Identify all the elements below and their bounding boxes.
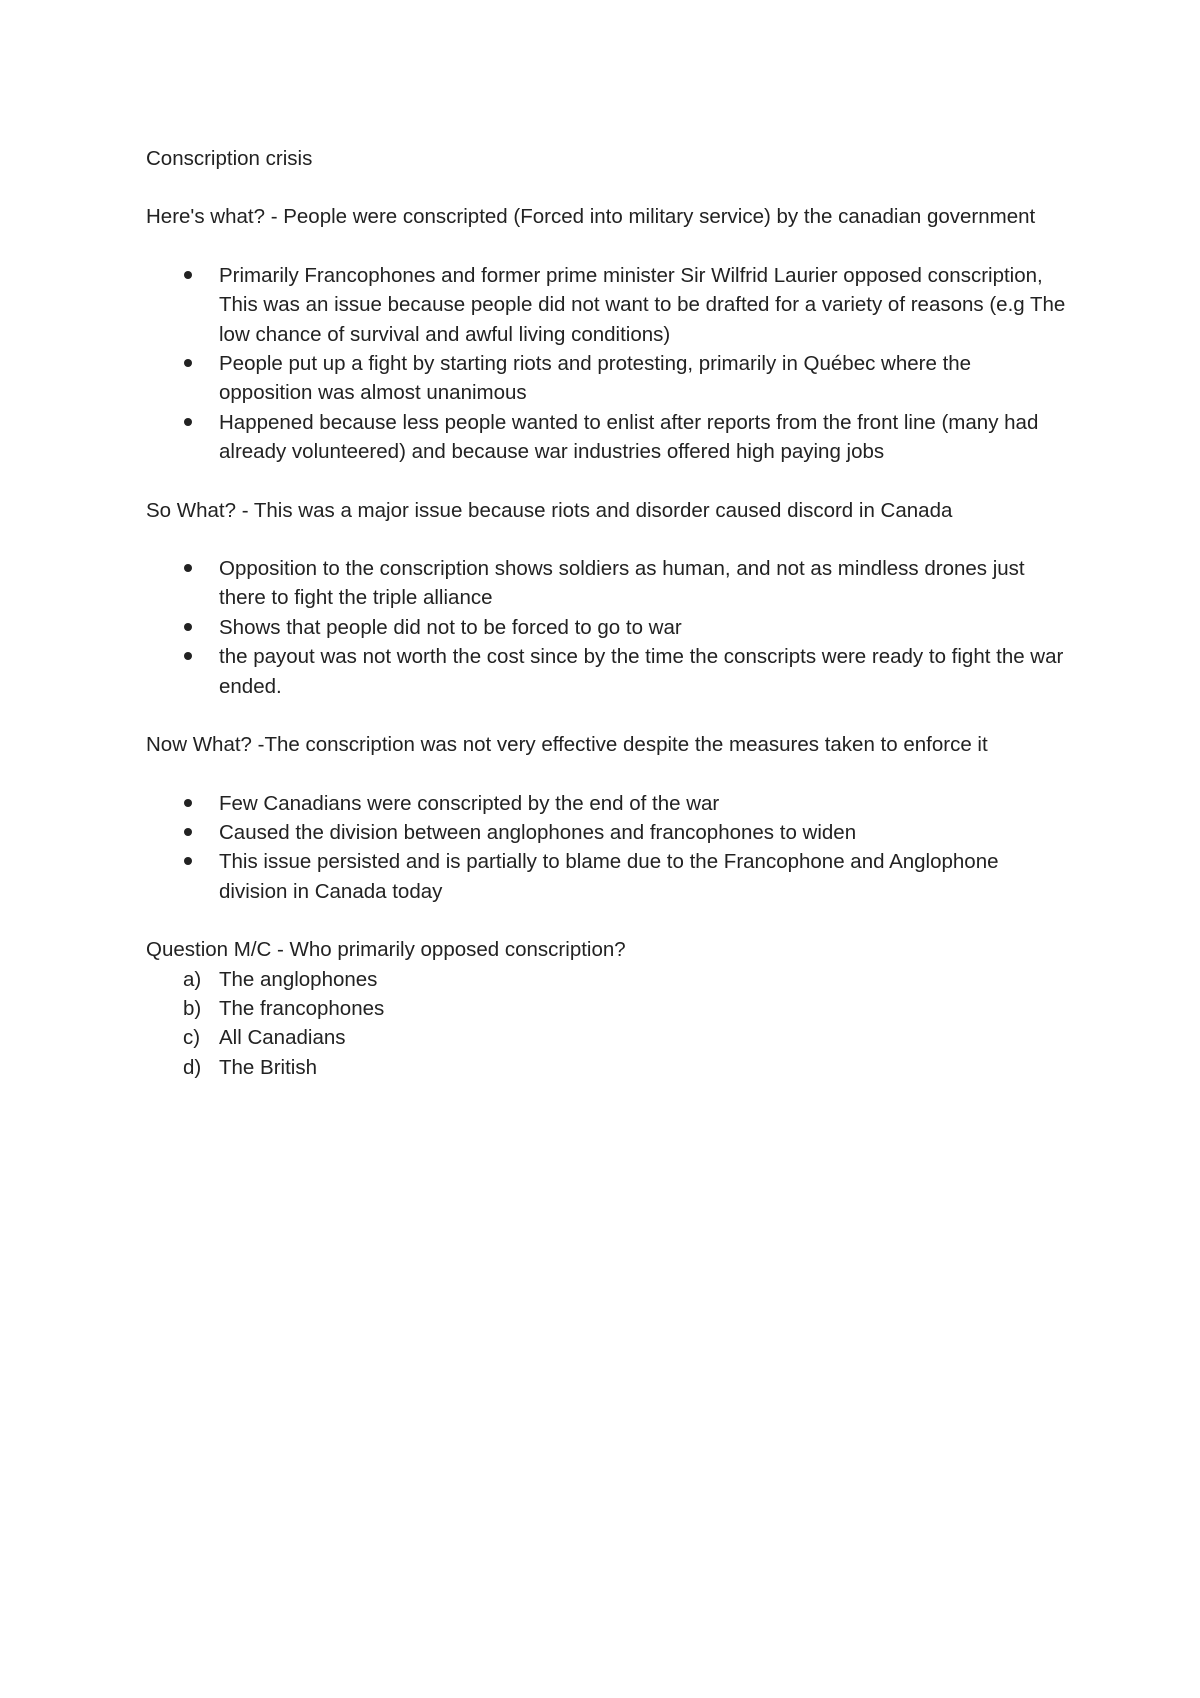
bullet-icon <box>184 799 192 807</box>
list-item-text: the payout was not worth the cost since by the time the conscripts were ready to fight the war ended. <box>219 645 1064 698</box>
bullet-icon <box>184 652 192 660</box>
list-item <box>146 408 1066 467</box>
option-text: The British <box>219 1055 317 1079</box>
option-item <box>146 965 1066 994</box>
option-item <box>146 1053 1066 1082</box>
option-text: The francophones <box>219 996 385 1020</box>
section-now-what-heading: Now What? -The conscription was not very effective despite the measures taken to enforce it <box>146 733 988 757</box>
list-item-text: Caused the division between anglophones and francophones to widen <box>219 820 857 844</box>
question-options <box>146 965 1066 1083</box>
option-marker: c) <box>183 1026 201 1050</box>
bullet-icon <box>184 564 192 572</box>
bullet-icon <box>184 418 192 426</box>
section-so-what-bullets <box>146 554 1066 701</box>
document-page <box>146 144 1066 1082</box>
document-title: Conscription crisis <box>146 147 313 170</box>
list-item-text: Happened because less people wanted to enlist after reports from the front line (many had already volunteered) and because war industries offered high paying jobs <box>219 410 1039 464</box>
list-item <box>146 789 1066 818</box>
bullet-icon <box>184 359 192 367</box>
option-item <box>146 1023 1066 1052</box>
list-item <box>146 847 1066 906</box>
list-item <box>146 818 1066 847</box>
section-now-what-bullets <box>146 789 1066 907</box>
list-item-text: This issue persisted and is partially to blame due to the Francophone and Anglophone division in Canada today <box>219 850 999 903</box>
list-item <box>146 554 1066 613</box>
list-item <box>146 642 1066 701</box>
option-marker: b) <box>183 996 202 1020</box>
question-prompt: Question M/C - Who primarily opposed conscription? <box>146 938 626 962</box>
bullet-icon <box>184 623 192 631</box>
bullet-icon <box>184 828 192 836</box>
list-item <box>146 349 1066 408</box>
option-marker: d) <box>183 1055 202 1079</box>
list-item-text: People put up a fight by starting riots and protesting, primarily in Québec where the opposition was almost unanimous <box>219 352 972 405</box>
list-item-text: Shows that people did not to be forced to go to war <box>219 615 682 639</box>
list-item <box>146 613 1066 642</box>
option-text: All Canadians <box>219 1026 346 1050</box>
bullet-icon <box>184 857 192 865</box>
list-item <box>146 261 1066 349</box>
list-item-text: Primarily Francophones and former prime minister Sir Wilfrid Laurier opposed conscription, This was an issue because people did not want to be drafted for a variety of reasons (e.g The low chance of survival and awful living conditions) <box>219 263 1066 346</box>
bullet-icon <box>184 271 192 279</box>
list-item-text: Opposition to the conscription shows soldiers as human, and not as mindless drones just there to fight the triple alliance <box>219 557 1025 610</box>
option-text: The anglophones <box>219 967 378 991</box>
option-item <box>146 994 1066 1023</box>
section-heres-what-heading: Here's what? - People were conscripted (Forced into military service) by the canadian government <box>146 205 1036 229</box>
section-heres-what-bullets <box>146 261 1066 467</box>
section-so-what-heading: So What? - This was a major issue because riots and disorder caused discord in Canada <box>146 498 953 522</box>
list-item-text: Few Canadians were conscripted by the end of the war <box>219 791 720 815</box>
option-marker: a) <box>183 967 202 991</box>
